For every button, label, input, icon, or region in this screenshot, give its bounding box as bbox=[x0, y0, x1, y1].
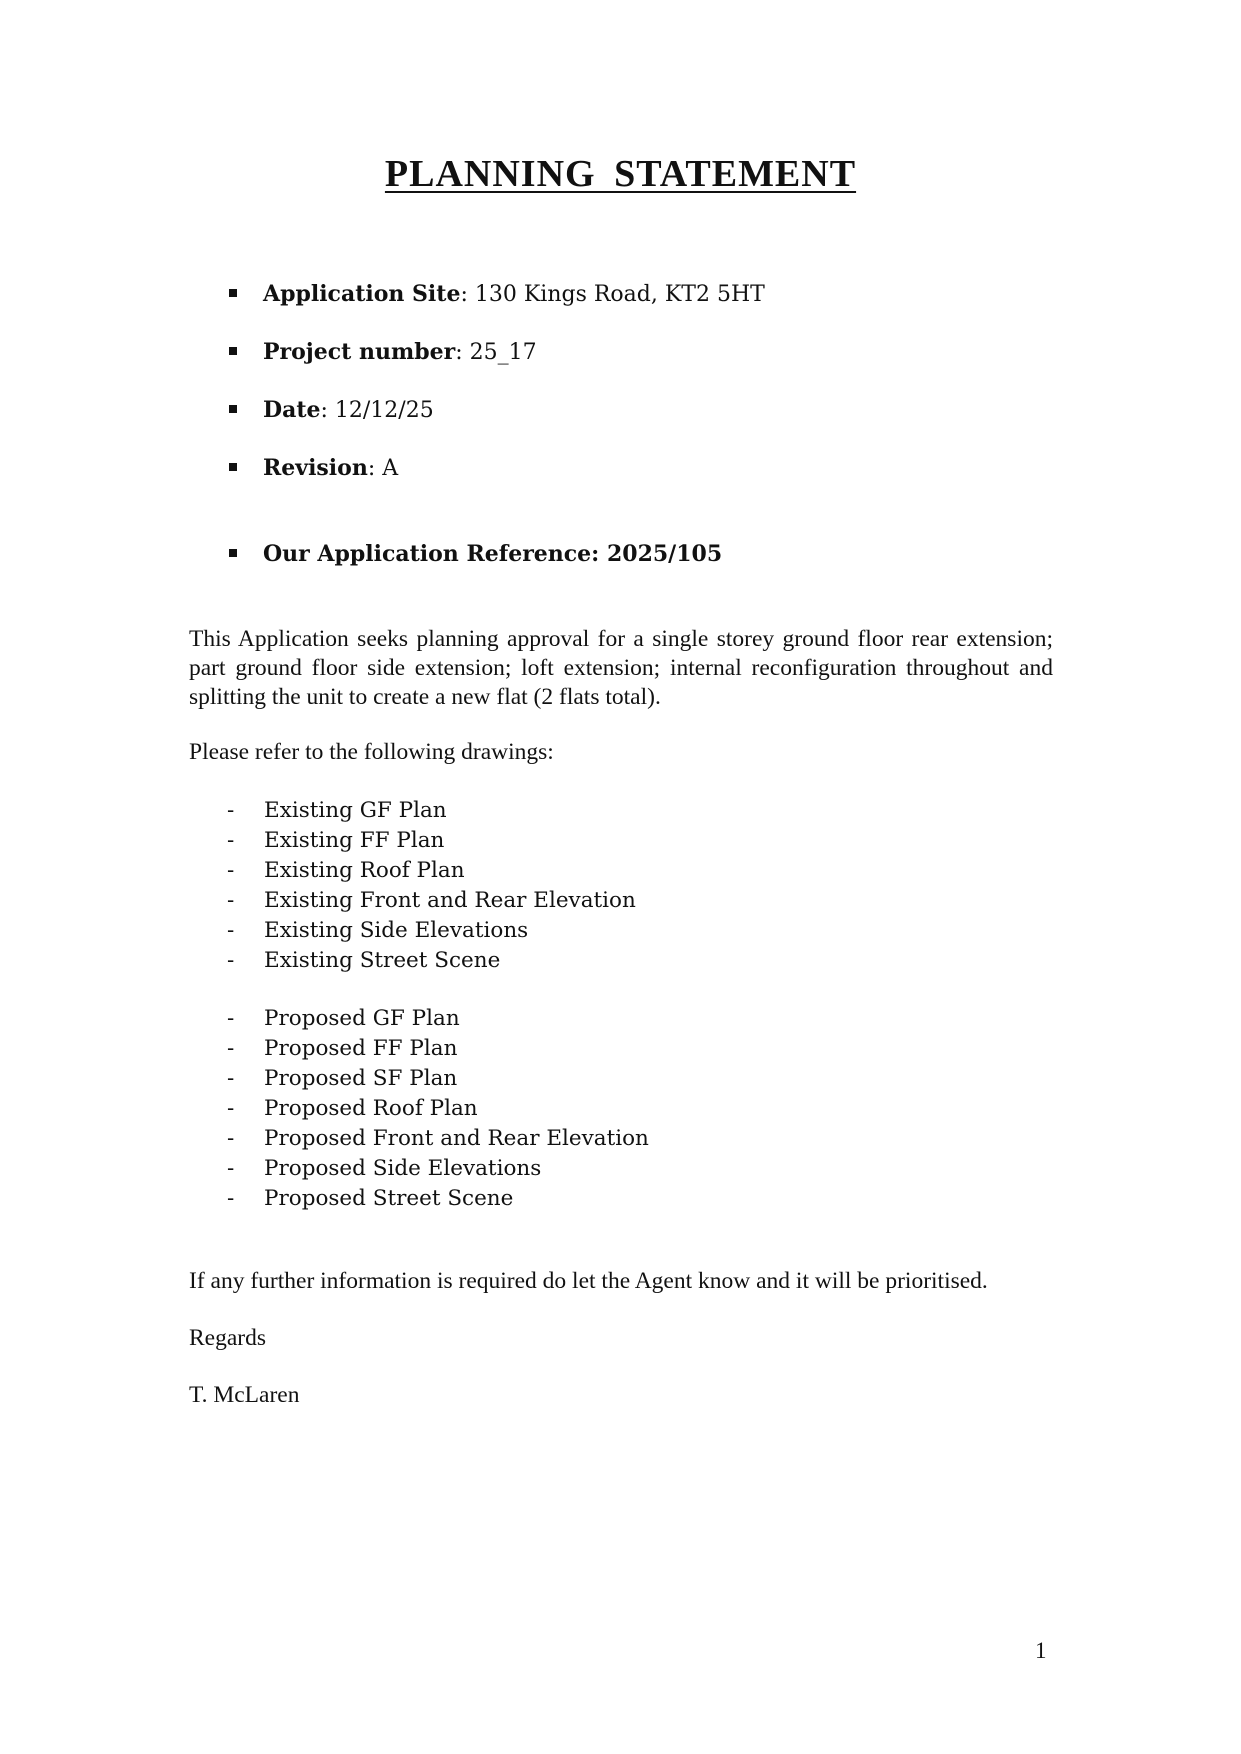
list-item bbox=[227, 1184, 649, 1214]
list-item bbox=[227, 1154, 649, 1184]
list-item bbox=[227, 1064, 649, 1094]
square-bullet-icon bbox=[229, 549, 237, 557]
dash-bullet: - bbox=[227, 828, 235, 853]
existing-drawings-list bbox=[227, 796, 636, 976]
dash-bullet: - bbox=[227, 888, 235, 913]
page-title bbox=[0, 150, 1241, 198]
list-item bbox=[227, 916, 636, 946]
list-item bbox=[227, 796, 636, 826]
meta-key: Revision bbox=[263, 455, 368, 481]
regards-text: Regards bbox=[189, 1325, 267, 1351]
list-item bbox=[227, 1124, 649, 1154]
dash-bullet: - bbox=[227, 948, 235, 973]
page-title-text: PLANNING STATEMENT bbox=[384, 153, 857, 195]
meta-value: : 25_17 bbox=[455, 340, 537, 365]
drawing-label: Existing Front and Rear Elevation bbox=[264, 888, 636, 913]
dash-bullet: - bbox=[227, 858, 235, 883]
list-item bbox=[227, 1094, 649, 1124]
list-item bbox=[227, 886, 636, 916]
dash-bullet: - bbox=[227, 1096, 235, 1121]
signature-text: T. McLaren bbox=[189, 1382, 300, 1408]
meta-key: Application Site bbox=[263, 281, 461, 307]
square-bullet-icon bbox=[229, 347, 237, 355]
dash-bullet: - bbox=[227, 1006, 235, 1031]
meta-date bbox=[228, 394, 434, 427]
drawing-label: Existing Street Scene bbox=[264, 948, 501, 973]
square-bullet-icon bbox=[229, 289, 237, 297]
square-bullet-icon bbox=[229, 463, 237, 471]
meta-application-reference bbox=[228, 538, 722, 571]
list-item bbox=[227, 826, 636, 856]
list-item bbox=[227, 1004, 649, 1034]
square-bullet-icon bbox=[229, 405, 237, 413]
drawing-label: Proposed SF Plan bbox=[264, 1066, 458, 1091]
dash-bullet: - bbox=[227, 1186, 235, 1211]
proposed-drawings-list bbox=[227, 1004, 649, 1214]
meta-key: Project number bbox=[263, 339, 456, 365]
meta-key: Our Application Reference: 2025/105 bbox=[263, 541, 723, 567]
dash-bullet: - bbox=[227, 918, 235, 943]
refer-paragraph: Please refer to the following drawings: bbox=[189, 739, 554, 765]
drawing-label: Proposed Street Scene bbox=[264, 1186, 514, 1211]
meta-application-site bbox=[228, 278, 765, 311]
dash-bullet: - bbox=[227, 1066, 235, 1091]
drawing-label: Proposed FF Plan bbox=[264, 1036, 458, 1061]
drawing-label: Proposed Side Elevations bbox=[264, 1156, 542, 1181]
drawing-label: Existing Side Elevations bbox=[264, 918, 529, 943]
meta-value: : 130 Kings Road, KT2 5HT bbox=[460, 282, 765, 307]
list-item bbox=[227, 1034, 649, 1064]
drawing-label: Proposed Front and Rear Elevation bbox=[264, 1126, 649, 1151]
drawing-label: Existing FF Plan bbox=[264, 828, 445, 853]
dash-bullet: - bbox=[227, 1156, 235, 1181]
dash-bullet: - bbox=[227, 798, 235, 823]
meta-key: Date bbox=[263, 397, 321, 423]
intro-paragraph: This Application seeks planning approval for a single storey ground floor rear extension; part ground floor side extension; loft extension; internal reconfiguration throughout and splitting the unit to create a new flat (2 flats total). bbox=[189, 626, 1053, 710]
meta-value: : 12/12/25 bbox=[320, 398, 434, 423]
dash-bullet: - bbox=[227, 1036, 235, 1061]
drawing-label: Proposed GF Plan bbox=[264, 1006, 460, 1031]
page-number: 1 bbox=[1035, 1638, 1047, 1663]
dash-bullet: - bbox=[227, 1126, 235, 1151]
drawing-label: Existing GF Plan bbox=[264, 798, 447, 823]
meta-revision bbox=[228, 452, 398, 485]
list-item bbox=[227, 856, 636, 886]
meta-project-number bbox=[228, 336, 537, 369]
drawing-label: Existing Roof Plan bbox=[264, 858, 465, 883]
list-item bbox=[227, 946, 636, 976]
closing-paragraph: If any further information is required do let the Agent know and it will be prioritised. bbox=[189, 1268, 988, 1294]
drawing-label: Proposed Roof Plan bbox=[264, 1096, 478, 1121]
meta-value: : A bbox=[367, 456, 399, 481]
